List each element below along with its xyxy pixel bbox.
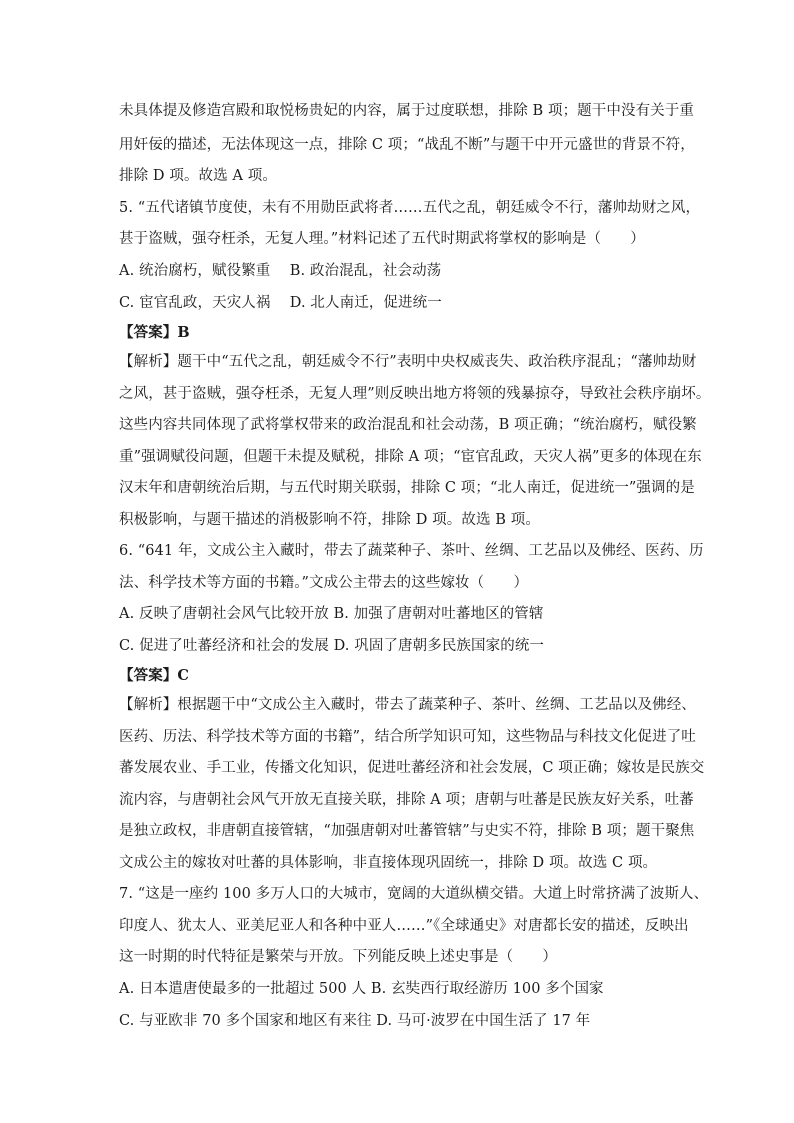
- question-6-analysis: 医药、历法、科学技术等方面的书籍”，结合所学知识可知，这些物品与科技文化促进了吐: [119, 729, 696, 745]
- question-6-analysis: 文成公主的嫁妆对吐蕃的具体影响，非直接体现巩固统一，排除 D 项。故选 C 项。: [119, 855, 658, 871]
- question-5-options: C. 宦官乱政，天灾人祸 D. 北人南迁，促进统一: [119, 295, 442, 311]
- question-5-options: A. 统治腐朽，赋役繁重 B. 政治混乱，社会动荡: [119, 263, 442, 279]
- question-5-analysis: 重”强调赋役问题，但题干未提及赋税，排除 A 项；“宦官乱政，天灾人祸”更多的体现在东: [119, 449, 702, 465]
- question-6-stem: 法、科学技术等方面的书籍。”文成公主带去的这些嫁妆（ ）: [119, 575, 529, 591]
- text-line: 用奸佞的描述，无法体现这一点，排除 C 项；“战乱不断”与题干中开元盛世的背景不符，: [119, 137, 695, 153]
- question-7-options: C. 与亚欧非 70 多个国家和地区有来往 D. 马可·波罗在中国生活了 17 年: [119, 1013, 591, 1029]
- question-5-analysis: 之风，甚于盗贼，强夺枉杀，无复人理”则反映出地方将领的残暴掠夺，导致社会秩序崩坏。: [119, 386, 711, 402]
- question-6-analysis: 【解析】根据题干中“文成公主入藏时，带去了蔬菜种子、茶叶、丝绸、工艺品以及佛经、: [119, 697, 696, 713]
- text-line: 排除 D 项。故选 A 项。: [119, 168, 277, 184]
- question-6-stem: 6. “641 年，文成公主入藏时，带去了蔬菜种子、茶叶、丝绸、工艺品以及佛经、医药、历: [119, 543, 704, 559]
- question-6-answer: 【答案】C: [119, 667, 190, 684]
- question-7-options: A. 日本遣唐使最多的一批超过 500 人 B. 玄奘西行取经游历 100 多个国家: [119, 981, 604, 997]
- question-5-stem: 5. “五代诸镇节度使，未有不用勋臣武将者……五代之乱，朝廷威令不行，藩帅劫财之风，: [119, 200, 701, 216]
- question-6-analysis: 是独立政权，非唐朝直接管辖，“加强唐朝对吐蕃管辖”与史实不符，排除 B 项；题干聚焦: [119, 823, 695, 839]
- question-5-analysis: 积极影响，与题干描述的消极影响不符，排除 D 项。故选 B 项。: [119, 512, 540, 528]
- question-7-stem: 印度人、犹太人、亚美尼亚人和各种中亚人……”《全球通史》对唐都长安的描述，反映出: [119, 918, 689, 934]
- question-5-analysis: 【解析】题干中“五代之乱，朝廷威令不行”表明中央权威丧失、政治秩序混乱；“藩帅劫财: [119, 354, 697, 370]
- question-6-analysis: 流内容，与唐朝社会风气开放无直接关联，排除 A 项；唐朝与吐蕃是民族友好关系，吐蕃: [119, 792, 694, 808]
- question-5-stem: 甚于盗贼，强夺枉杀，无复人理。”材料记述了五代时期武将掌权的影响是（ ）: [119, 231, 645, 247]
- question-6-analysis: 蕃发展农业、手工业，传播文化知识，促进吐蕃经济和社会发展，C 项正确；嫁妆是民族交: [119, 760, 705, 776]
- question-6-options: A. 反映了唐朝社会风气比较开放 B. 加强了唐朝对吐蕃地区的管辖: [119, 606, 544, 622]
- question-7-stem: 7. “这是一座约 100 多万人口的大城市，宽阔的大道纵横交错。大道上时常挤满了波斯人、: [119, 886, 709, 902]
- question-5-answer: 【答案】B: [119, 324, 190, 341]
- text-line: 未具体提及修造宫殿和取悦杨贵妃的内容，属于过度联想，排除 B 项；题干中没有关于重: [119, 103, 694, 119]
- question-7-stem: 这一时期的时代特征是繁荣与开放。下列能反映上述史事是（ ）: [119, 949, 557, 965]
- question-5-analysis: 汉末年和唐朝统治后期，与五代时期关联弱，排除 C 项；“北人南迁，促进统一”强调的是: [119, 480, 695, 496]
- question-5-analysis: 这些内容共同体现了武将掌权带来的政治混乱和社会动荡，B 项正确；“统治腐朽，赋役繁: [119, 417, 697, 433]
- question-6-options: C. 促进了吐蕃经济和社会的发展 D. 巩固了唐朝多民族国家的统一: [119, 638, 545, 654]
